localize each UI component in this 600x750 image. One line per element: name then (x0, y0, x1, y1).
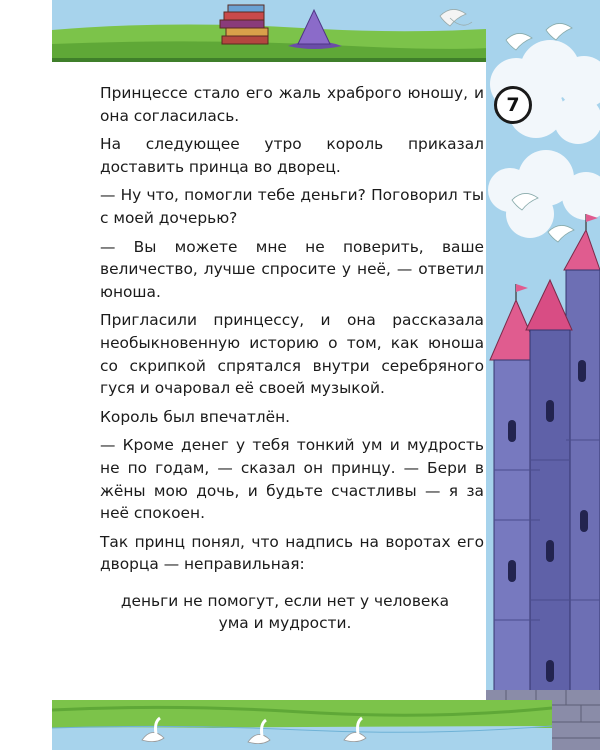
page-number: 7 (494, 86, 532, 124)
paragraph-1: Принцессе стало его жаль храброго юношу, и она согласилась. (100, 84, 484, 125)
paragraph-7: — Кроме денег у тебя тонкий ум и мудрость не по годам, — сказал он принцу. — Бери в жёны мою дочь, и будьте счастливы — я за неё спокоен. (100, 436, 484, 523)
story-text (100, 82, 484, 641)
paragraph-3: — Ну что, помогли тебе деньги? Поговорил ты с моей дочерью? (100, 186, 484, 227)
paragraph-4: — Вы можете мне не поверить, ваше величество, лучше спросите у неё, — ответил юноша. (100, 237, 484, 301)
paragraph-5: Пригласили принцессу, и она рассказала необыкновенную историю о том, как юноша со скрипкой спрятался внутри серебряного гуся и очаровал её своей музыкой. (100, 311, 484, 398)
paragraph-2: На следующее утро король приказал доставить принца во дворец. (100, 135, 484, 176)
moral-line-2: ума и мудрости. (218, 614, 352, 633)
bottom-illustration (52, 700, 552, 750)
paragraph-8: Так принц понял, что надпись на воротах его дворца — неправильная: (100, 532, 484, 574)
paragraph-6: Король был впечатлён. (100, 407, 291, 426)
moral-line-1: деньги не помогут, если нет у человека (120, 591, 450, 610)
top-illustration (52, 0, 552, 62)
moral-text (100, 590, 484, 635)
